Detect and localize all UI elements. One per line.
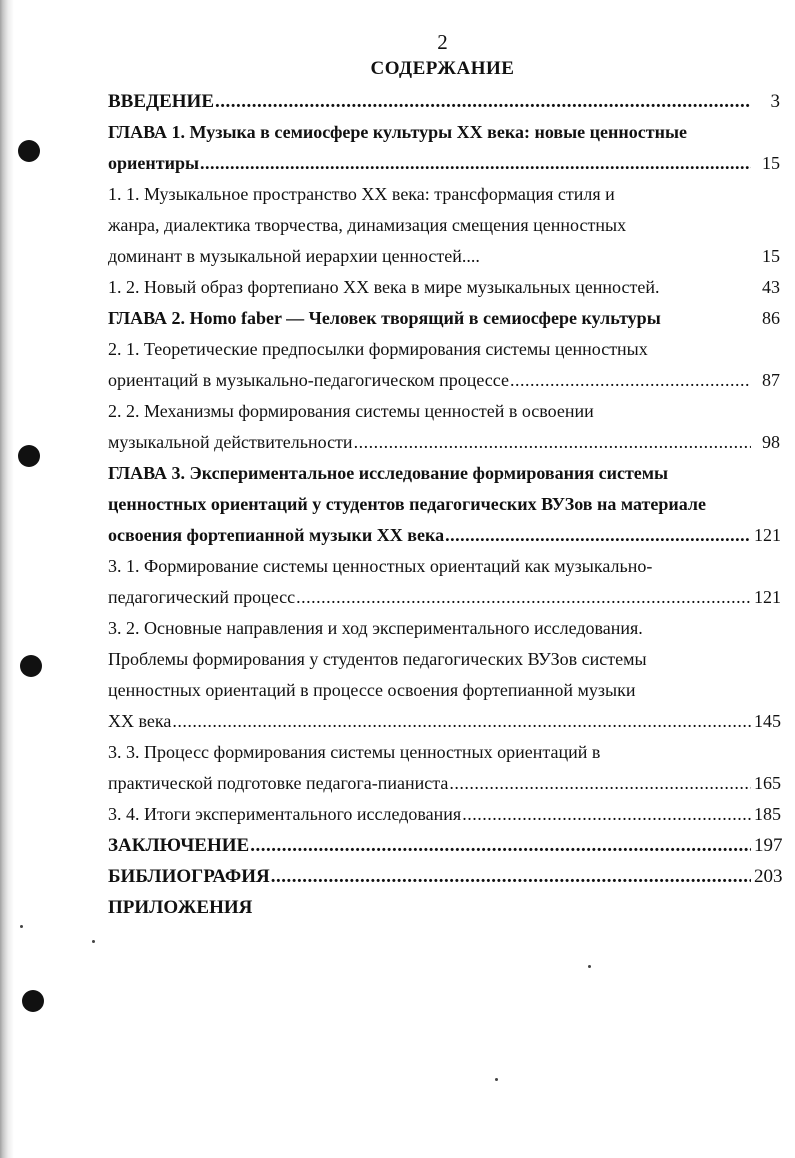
scan-edge-shadow	[0, 0, 14, 1158]
toc-page-number: 121	[754, 587, 781, 607]
toc-entry-chapter-1-cont[interactable]: ориентиры ..... 15	[108, 148, 780, 179]
scan-speck	[92, 940, 95, 943]
toc-page-number: 15	[762, 246, 780, 266]
contents-heading: СОДЕРЖАНИЕ	[370, 58, 515, 79]
toc-page-number: 203	[754, 866, 783, 887]
scan-speck	[495, 1078, 498, 1081]
toc-entry-section-3-2[interactable]: 3. 2. Основные направления и ход экспериментального исследования.	[108, 618, 643, 638]
table-of-contents	[108, 86, 783, 923]
punch-hole-mark	[18, 445, 40, 467]
toc-entry-section-3-2-cont: Проблемы формирования у студентов педагогических ВУЗов системы	[108, 649, 647, 669]
toc-entry-section-3-1-cont[interactable]: педагогический процесс ..... 121	[108, 582, 780, 613]
toc-entry-bibliography[interactable]: БИБЛИОГРАФИЯ ..... 203	[108, 861, 780, 892]
toc-entry-introduction[interactable]: ВВЕДЕНИЕ ..... 3	[108, 86, 780, 117]
toc-entry-section-2-1-cont[interactable]: ориентаций в музыкально-педагогическом процессе ..... 87	[108, 365, 780, 396]
toc-page-number: 121	[754, 525, 781, 545]
toc-page-number: 145	[754, 711, 781, 731]
toc-page-number: 15	[762, 153, 780, 173]
toc-page-number: 165	[754, 773, 781, 793]
toc-entry-chapter-2[interactable]: ГЛАВА 2. Homo faber — Человек творящий в семиосфере культуры 86	[108, 303, 780, 334]
toc-entry-chapter-3-end[interactable]: освоения фортепианной музыки ХХ века ..... 121	[108, 520, 780, 551]
toc-page-number: 86	[762, 308, 780, 328]
punch-hole-mark	[20, 655, 42, 677]
scan-speck	[588, 965, 591, 968]
toc-entry-section-3-2-cont: ценностных ориентаций в процессе освоения фортепианной музыки	[108, 680, 636, 700]
page-number: 2	[437, 30, 448, 54]
toc-entry-section-3-1[interactable]: 3. 1. Формирование системы ценностных ориентаций как музыкально-	[108, 556, 653, 576]
toc-entry-section-1-1-cont: жанра, диалектика творчества, динамизация смещения ценностных	[108, 215, 627, 235]
toc-entry-section-3-3[interactable]: 3. 3. Процесс формирования системы ценностных ориентаций в	[108, 742, 601, 762]
scan-speck	[20, 925, 23, 928]
toc-page-number: 43	[762, 277, 780, 297]
toc-entry-section-1-1-end[interactable]: доминант в музыкальной иерархии ценностей.... 15	[108, 241, 780, 272]
toc-entry-section-2-2-cont[interactable]: музыкальной действительности ..... 98	[108, 427, 780, 458]
toc-page-number: 3	[770, 91, 780, 112]
toc-entry-conclusion[interactable]: ЗАКЛЮЧЕНИЕ ..... 197	[108, 830, 780, 861]
toc-entry-chapter-3-cont: ценностных ориентаций у студентов педагогических ВУЗов на материале	[108, 494, 706, 514]
punch-hole-mark	[22, 990, 44, 1012]
toc-entry-appendices[interactable]: ПРИЛОЖЕНИЯ	[108, 897, 253, 918]
toc-entry-section-3-4[interactable]: 3. 4. Итоги экспериментального исследования ..... 185	[108, 799, 780, 830]
toc-entry-chapter-1[interactable]: ГЛАВА 1. Музыка в семиосфере культуры ХХ века: новые ценностные	[108, 122, 688, 142]
toc-entry-section-2-1[interactable]: 2. 1. Теоретические предпосылки формирования системы ценностных	[108, 339, 648, 359]
toc-page-number: 98	[762, 432, 780, 452]
toc-page-number: 87	[762, 370, 780, 390]
toc-page-number: 197	[754, 835, 783, 856]
toc-entry-section-1-1[interactable]: 1. 1. Музыкальное пространство ХХ века: трансформация стиля и	[108, 184, 615, 204]
toc-page-number: 185	[754, 804, 781, 824]
toc-entry-section-2-2[interactable]: 2. 2. Механизмы формирования системы ценностей в освоении	[108, 401, 594, 421]
toc-entry-section-3-3-cont[interactable]: практической подготовке педагога-пианиста ..... 165	[108, 768, 780, 799]
toc-entry-section-3-2-end[interactable]: ХХ века ..... 145	[108, 706, 780, 737]
toc-entry-section-1-2[interactable]: 1. 2. Новый образ фортепиано ХХ века в мире музыкальных ценностей. 43	[108, 272, 780, 303]
toc-entry-chapter-3[interactable]: ГЛАВА 3. Экспериментальное исследование формирования системы	[108, 463, 669, 483]
punch-hole-mark	[18, 140, 40, 162]
